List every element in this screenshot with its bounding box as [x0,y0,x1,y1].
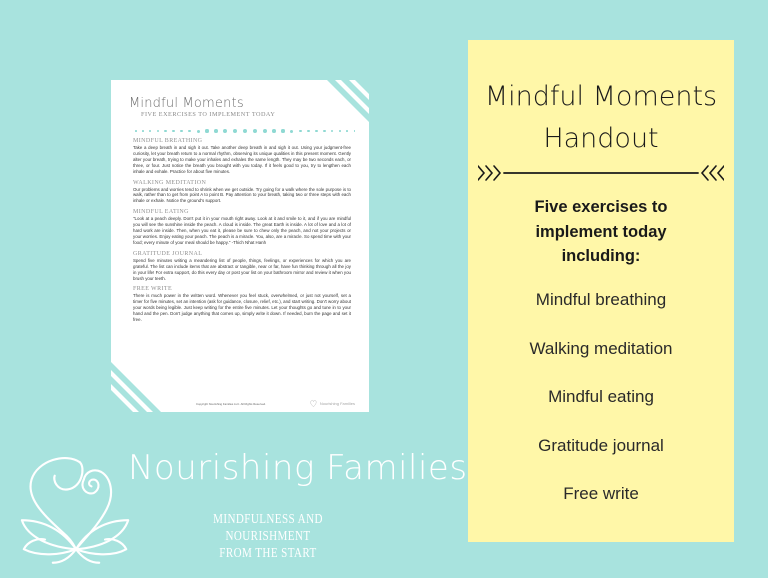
exercise-item: Free write [563,484,639,503]
brand-tagline [171,510,365,561]
card-title-line: Handout [543,123,659,154]
copyright-text: Copyright Nourishing Families LLC. All Rights Reserved. [196,402,266,406]
brand-name: Nourishing Families [128,448,468,488]
arrow-divider-icon [478,162,724,184]
section-heading: FREE WRITE [133,286,173,293]
handout-section [133,209,351,246]
dotted-divider [135,128,355,134]
intro-line: including: [561,247,641,265]
intro-line: Five exercises to [534,198,668,216]
tagline-line: MINDFULNESS AND NOURISHMENT [213,511,323,543]
section-heading: WALKING MEDITATION [133,179,207,186]
lotus-heart-logo-icon [18,456,134,568]
exercise-item: Gratitude journal [538,435,664,455]
exercise-item: Mindful eating [548,387,654,406]
section-text: Take a deep breath in and sigh it out. Take another deep breath in and sigh it out. Using your judgment-free curiosity, let your breath return to a normal rhythm, observing its unique qualities in this present moment. Gently alter your breath, trying to make your inhales and exhales the same length. They may be two seconds each, or three, or four. Just notice the breath you brought with you today. If it feels good to you, try to lengthen each inhale and exhale. Practice for about five minutes. [133,145,351,174]
handout-section [133,138,351,175]
handout-summary-card [468,40,734,542]
section-text: There is much power in the written word. Whenever you feel stuck, overwhelmed, or just not yourself, set a timer for five minutes, set an intention (ask for guidance, closure, relief, etc.), and start writing. Don't worry about your words being legible. Just keep writing for the entire five minutes. Let your thoughts go and tune in to your hand and the pen. Don't judge anything that comes up, simply write it down. If needed, burn the page and set it free. [133,293,351,323]
section-heading: MINDFUL BREATHING [133,138,203,144]
footer-logo-text: Nourishing Families [319,401,355,406]
handout-preview [111,80,369,412]
tagline-line: FROM THE START [219,545,317,560]
card-title [468,76,734,160]
handout-section [133,251,351,282]
exercise-item: Mindful breathing [535,290,667,309]
section-heading: GRATITUDE JOURNAL [133,250,203,257]
exercise-item: Walking meditation [529,338,673,358]
lotus-heart-icon [309,399,318,408]
handout-title: Mindful Moments [129,96,244,111]
section-text: "Look at a peach deeply. Don't put it in your mouth right away. Look at it and smile to it, and if you are mindful you will see the sunshine inside the peach. A cloud is inside. The great Earth is inside. A lot of love and a lot of hard work are inside. Then, when you eat it, please be sure to chew only the peach, and not your projects or your worries. Enjoy eating your peach. The peach is a miracle. You, also, are a miracle. So spend time with your food; every minute of your meal should be happy." -Thich Nhat Hanh [133,216,351,245]
card-intro [468,195,734,269]
intro-line: implement today [535,222,667,241]
corner-stripes-decoration [111,352,171,412]
handout-footer-logo [309,399,355,408]
section-text: Our problems and worries tend to shrink when we get outside. Try going for a walk where the sole purpose is to walk, rather than to get from point A to point B. Pay attention to your breath, taking two or three steps with each inhale or exhale. Notice the ground's support. [133,186,351,204]
card-title-line: Mindful Moments [484,81,718,112]
exercise-list [468,288,734,531]
handout-body [133,138,351,328]
handout-section [133,180,351,205]
handout-section [133,286,351,323]
handout-subtitle: FIVE EXERCISES TO IMPLEMENT TODAY [141,111,276,118]
section-heading: MINDFUL EATING [133,209,189,216]
section-text: Spend five minutes writing a meandering list of people, things, feelings, or experiences for which you are grateful. The list can include items that are abstract or tangible, near or far, have fun thinking through all the joy in your life! For extra support, do this every day or post your list on your bathroom mirror and review it when you brush your teeth. [133,257,351,281]
